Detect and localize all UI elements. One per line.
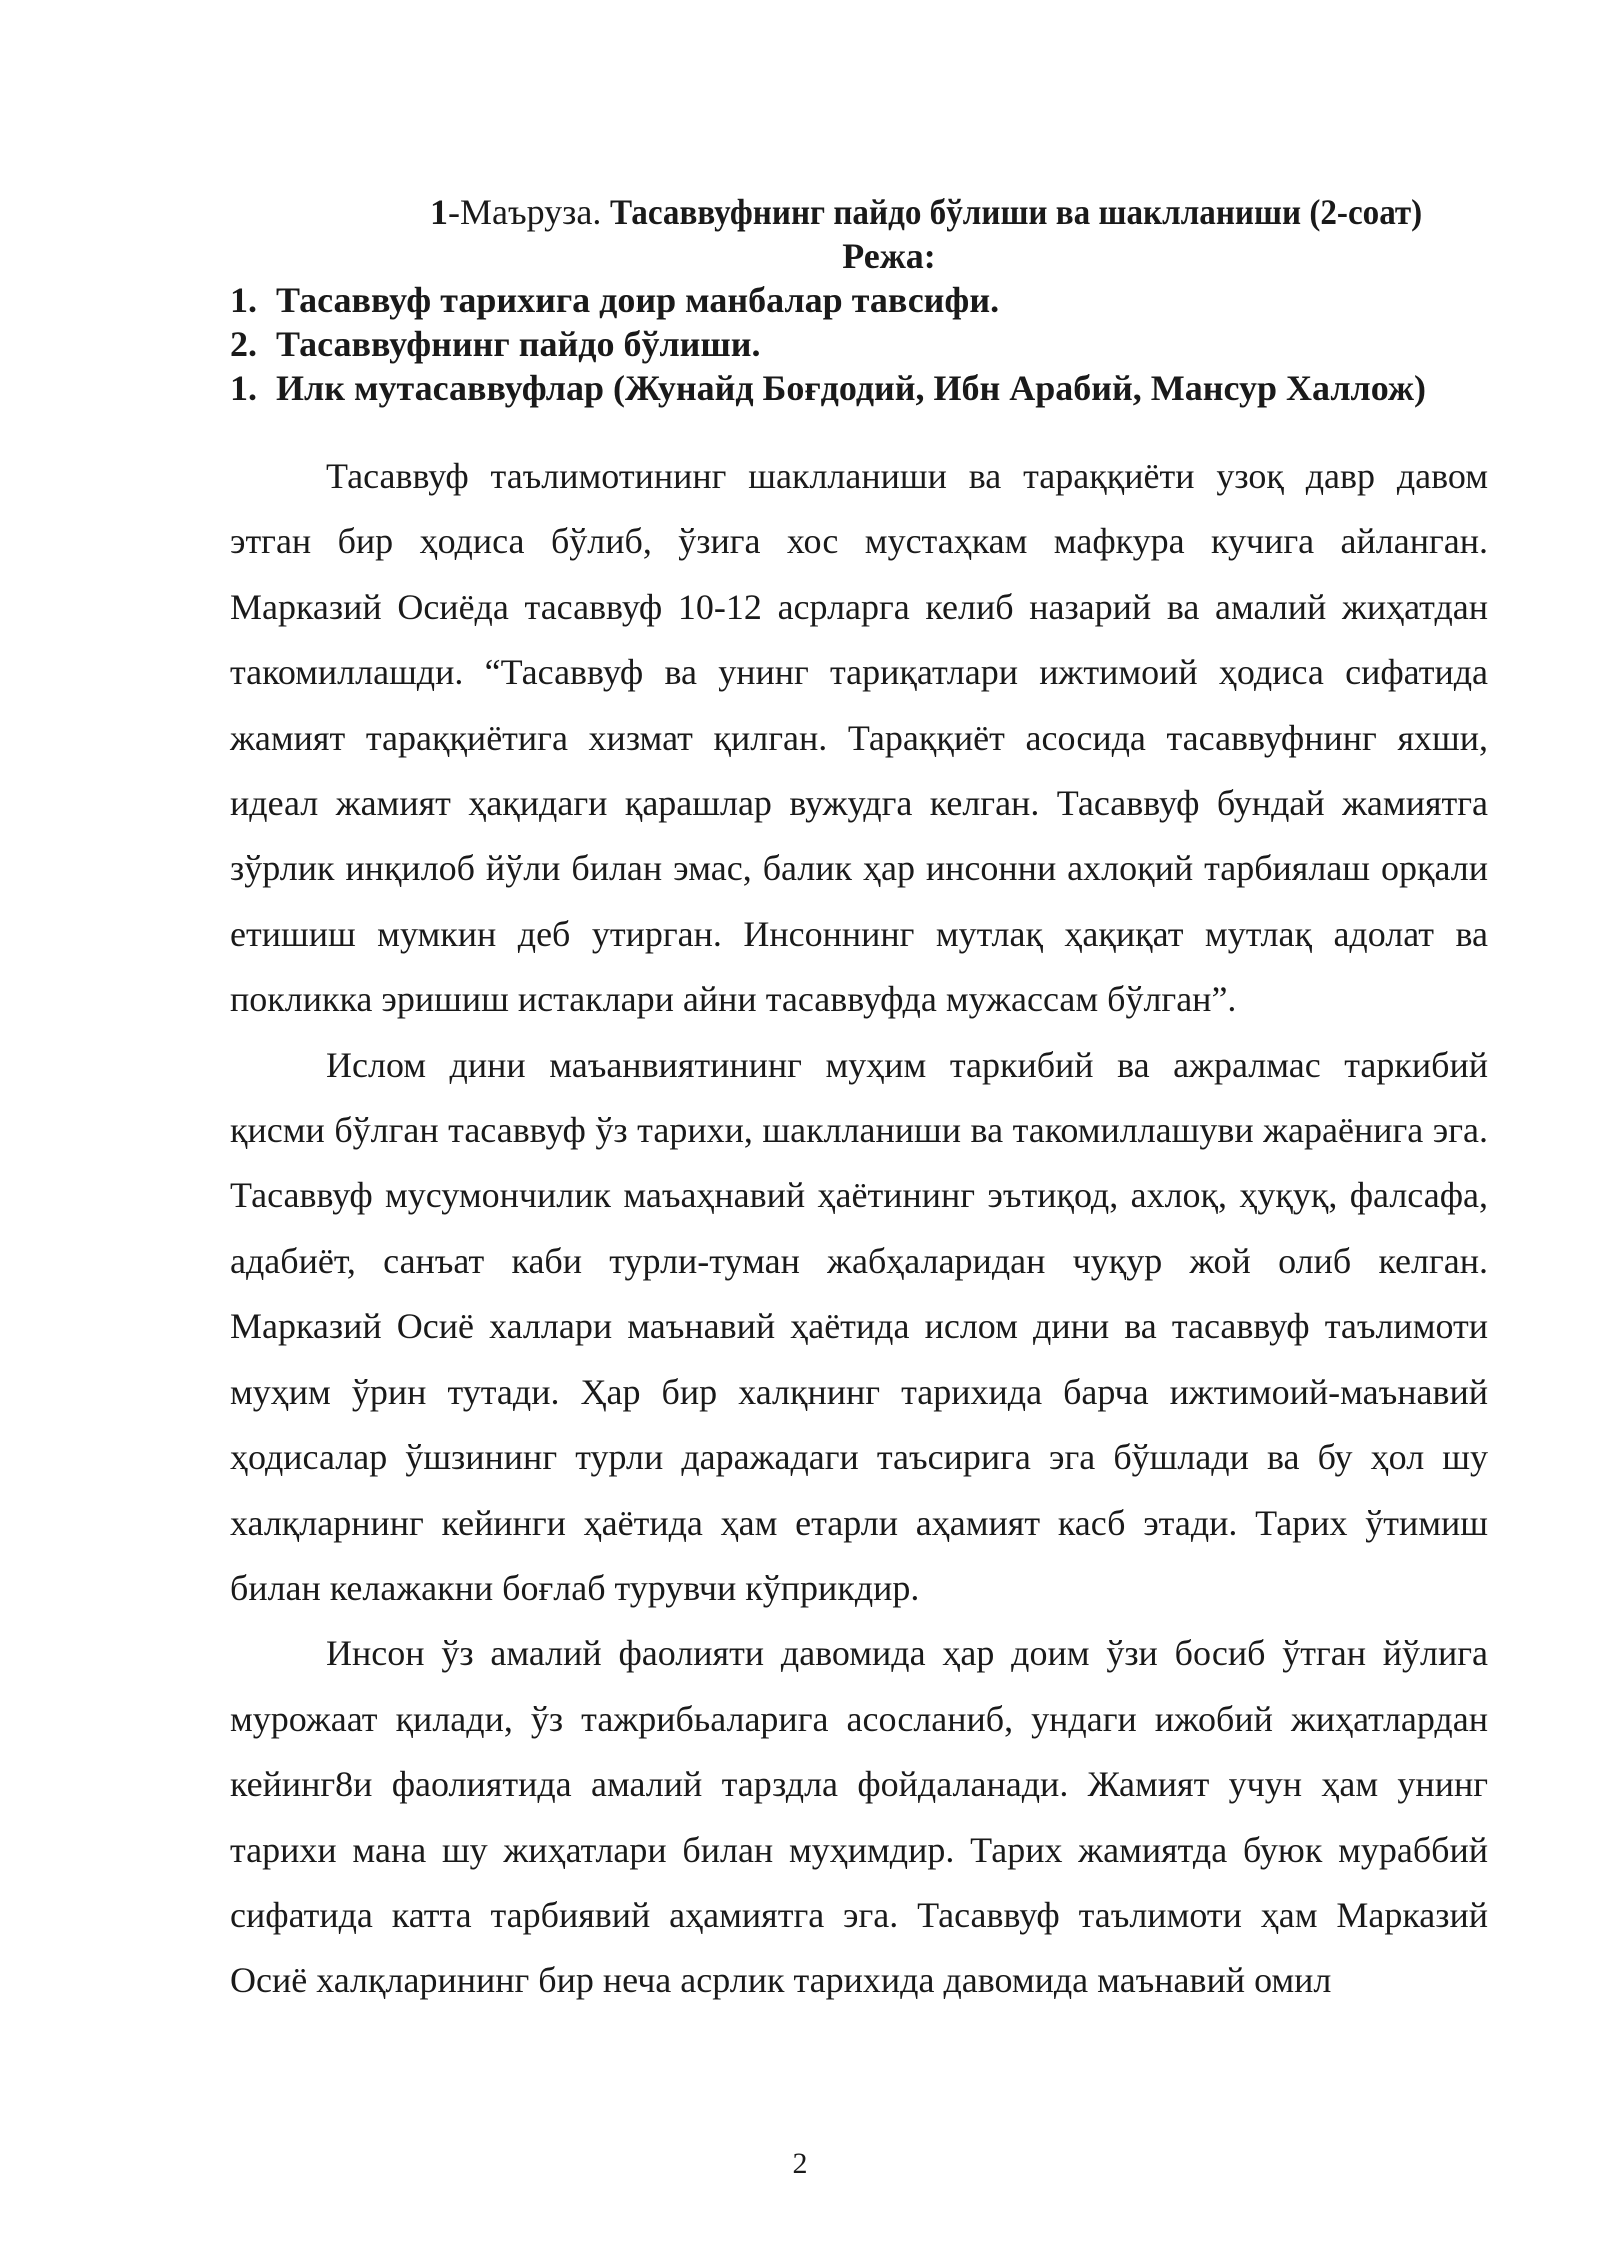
body-paragraph: Тасаввуф таълимотининг шаклланиши ва тараққиёти узоқ давр давом этган бир ҳодиса бўлиб, ўзига хос мустаҳкам мафкура кучига айланган. Марказий Осиёда тасаввуф 10-12 асрларга келиб назарий ва амалий жиҳатдан такомиллашди. “Тасаввуф ва унинг тариқатлари ижтимоий ҳодиса сифатида жамият тараққиётига хизмат қилган. Тараққиёт асосида тасаввуфнинг яхши, идеал жамият ҳақидаги қарашлар вужудга келган. Тасаввуф бундай жамиятга зўрлик инқилоб йўли билан эмас, балик ҳар инсонни ахлоқий тарбиялаш орқали етишиш мумкин деб утирган. Инсоннинг мутлақ ҳақиқат мутлақ адолат ва покликка эришиш истаклари айни тасаввуфда мужассам бўлган”. xyxy=(230,456,1488,1020)
body-text xyxy=(230,444,1488,2014)
plan-item-number: 2. xyxy=(230,324,257,364)
plan-item-text: Илк мутасаввуфлар (Жунайд Боғдодий, Ибн Арабий, Мансур Халлож) xyxy=(276,368,1426,408)
lecture-label: -Маъруза. xyxy=(448,192,602,232)
lecture-number: 1 xyxy=(430,192,448,232)
body-paragraph: Инсон ўз амалий фаолияти давомида ҳар доим ўзи босиб ўтган йўлига мурожаат қилади, ўз тажрибьаларига асосланиб, ундаги ижобий жиҳатлардан кейинг8и фаолиятида амалий тарздла фойдаланади. Жамият учун ҳам унинг тарихи мана шу жиҳатлари билан муҳимдир. Тарих жамиятда буюк мураббий сифатида катта тарбиявий аҳамиятга эга. Тасаввуф таълимоти ҳам Марказий Осиё халқларининг бир неча асрлик тарихида давомида маънавий омил xyxy=(230,1633,1488,2001)
plan-item xyxy=(230,278,1488,322)
plan-item-text: Тасаввуфнинг пайдо бўлиши. xyxy=(276,324,761,364)
plan-item-number: 1. xyxy=(230,368,257,408)
document-page xyxy=(230,190,1488,2014)
plan-heading: Режа: xyxy=(842,236,936,276)
plan-item-number: 1. xyxy=(230,280,257,320)
plan-list xyxy=(230,278,1488,410)
plan-item xyxy=(230,322,1488,366)
plan-item-text: Тасаввуф тарихига доир манбалар тавсифи. xyxy=(276,280,1000,320)
body-paragraph: Ислом дини маъанвиятининг муҳим таркибий ва ажралмас таркибий қисми бўлган тасаввуф ўз тарихи, шаклланиши ва такомиллашуви жараёнига эга. Тасаввуф мусумончилик маъаҳнавий ҳаётининг эътиқод, ахлоқ, ҳуқуқ, фалсафа, адабиёт, санъат каби турли-туман жабҳаларидан чуқур жой олиб келган. Марказий Осиё халлари маънавий ҳаётида ислом дини ва тасаввуф таълимоти муҳим ўрин тутади. Ҳар бир халқнинг тарихида барча ижтимоий-маънавий ҳодисалар ўшзининг турли даражадаги таъсирига эга бўшлади ва бу ҳол шу халқларнинг кейинги ҳаётида ҳам етарли аҳамият касб этади. Тарих ўтимиш билан келажакни боғлаб турувчи кўприкдир. xyxy=(230,1044,1488,1608)
page-number: 2 xyxy=(792,2147,808,2180)
lecture-title xyxy=(230,190,1488,234)
lecture-topic: Тасаввуфнинг пайдо бўлиши ва шаклланиши (2-соат) xyxy=(610,192,1423,232)
plan-item xyxy=(230,366,1488,410)
